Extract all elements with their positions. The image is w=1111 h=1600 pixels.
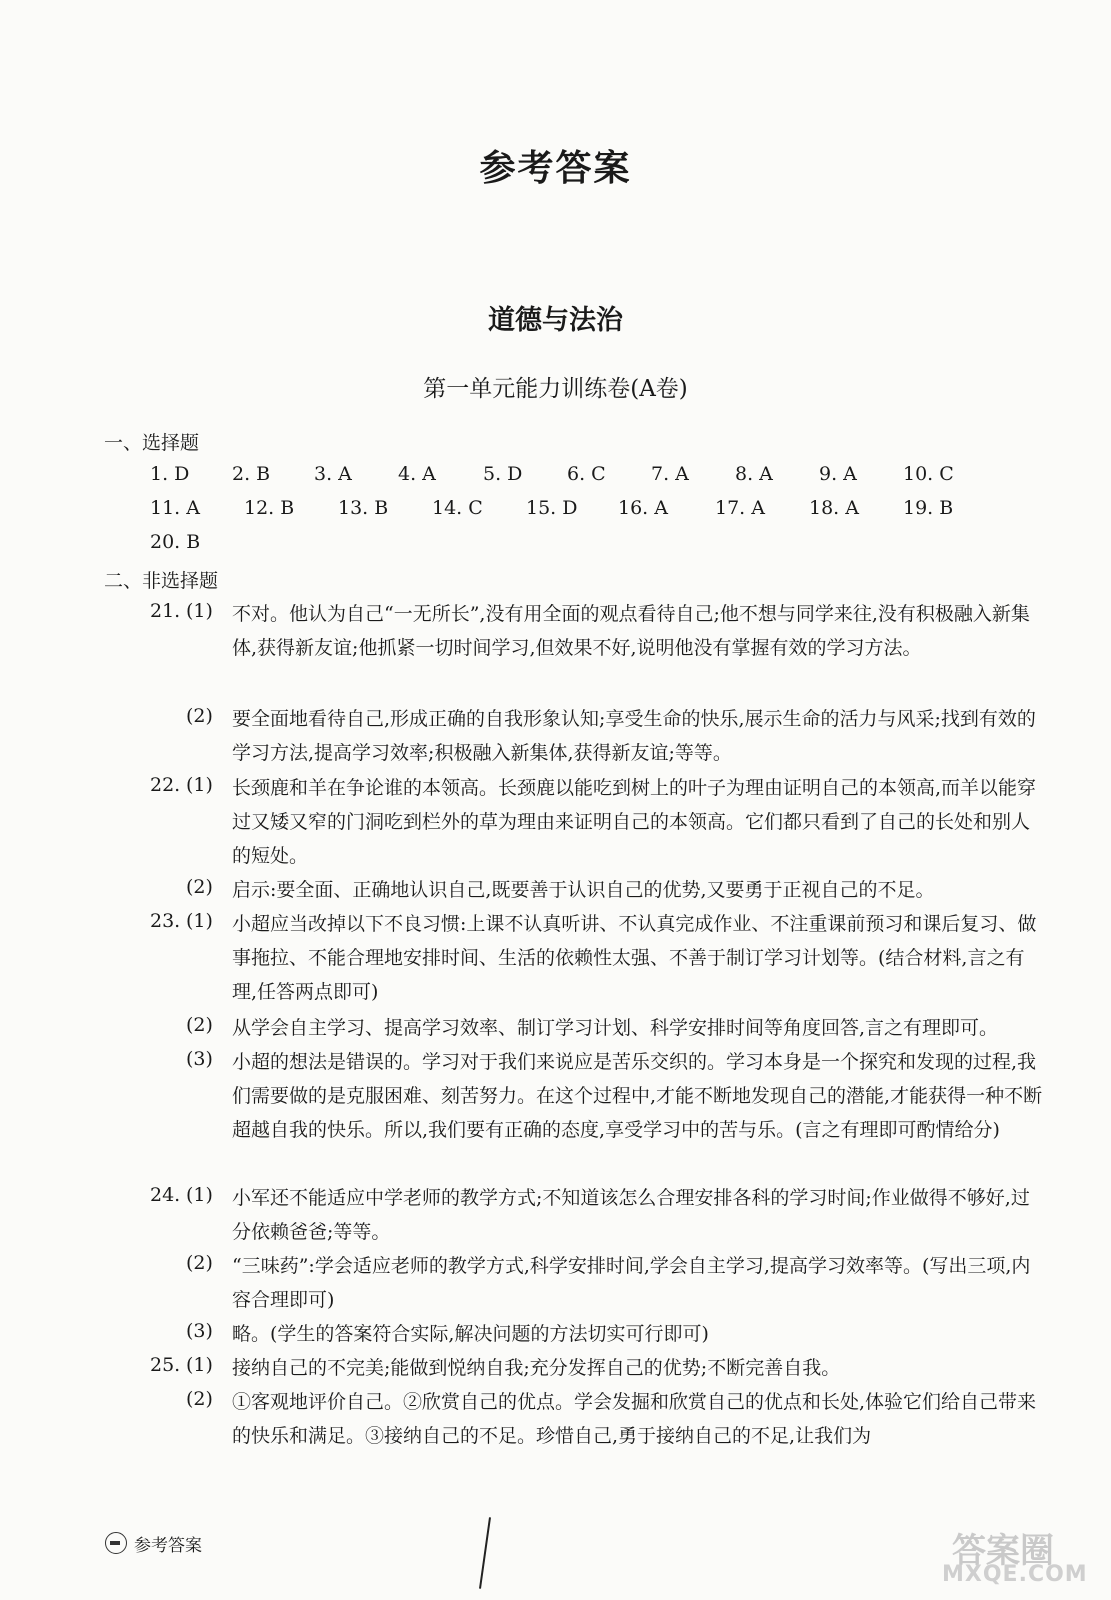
watermark-logo: 答案圈 — [952, 1531, 1054, 1571]
answer-text: 从学会自主学习、提高学习效率、制订学习计划、科学安排时间等角度回答,言之有理即可。 — [232, 1017, 999, 1039]
answer-item: 17. A — [715, 497, 765, 519]
answer-item: 6. C — [567, 463, 606, 485]
question-number: 23. — [150, 910, 181, 932]
page-title: 参考答案 — [479, 147, 632, 189]
footer-label: 参考答案 — [134, 1536, 202, 1556]
answer-item: 11. A — [150, 497, 200, 519]
answer-text: 要全面地看待自己,形成正确的自我形象认知;享受生命的快乐,展示生命的活力与风采;找到有效的学习方法,提高学习效率;积极融入新集体,获得新友谊;等等。 — [232, 708, 1036, 764]
answer-text: 启示:要全面、正确地认识自己,既要善于认识自己的优势,又要勇于正视自己的不足。 — [232, 879, 935, 901]
subquestion-label: (1) — [186, 600, 213, 622]
answer-item: 16. A — [618, 497, 668, 519]
subquestion-label: (2) — [186, 1252, 213, 1274]
subquestion-label: (3) — [186, 1320, 213, 1342]
answer-text: ①客观地评价自己。②欣赏自己的优点。学会发掘和欣赏自己的优点和长处,体验它们给自己带来的快乐和满足。③接纳自己的不足。珍惜自己,勇于接纳自己的不足,让我们为 — [232, 1391, 1037, 1447]
pen-stroke — [479, 1517, 491, 1589]
subject-heading: 道德与法治 — [488, 305, 623, 336]
answer-text: 小超应当改掉以下不良习惯:上课不认真听讲、不认真完成作业、不注重课前预习和课后复习、做事拖拉、不能合理地安排时间、生活的依赖性太强、不善于制订学习计划等。(结合材料,言之有理,任答两点即可) — [232, 913, 1037, 1003]
answer-item: 4. A — [398, 463, 436, 485]
answer-item: 3. A — [314, 463, 352, 485]
answer-item: 14. C — [432, 497, 483, 519]
answer-item: 18. A — [809, 497, 859, 519]
answer-item: 10. C — [903, 463, 954, 485]
watermark-url: MXQE.COM — [942, 1562, 1088, 1587]
subquestion-label: (1) — [186, 1354, 213, 1376]
subquestion-label: (2) — [186, 876, 213, 898]
question-number: 24. — [150, 1184, 181, 1206]
answer-item: 9. A — [819, 463, 857, 485]
answer-item: 15. D — [526, 497, 578, 519]
answer-item: 2. B — [232, 463, 271, 485]
answer-item: 7. A — [651, 463, 689, 485]
footer-book-icon — [105, 1532, 127, 1554]
answer-text: 小超的想法是错误的。学习对于我们来说应是苦乐交织的。学习本身是一个探究和发现的过程,我们需要做的是克服困难、刻苦努力。在这个过程中,才能不断地发现自己的潜能,才能获得一种不断超越自我的快乐。所以,我们要有正确的态度,享受学习中的苦与乐。(言之有理即可酌情给分) — [232, 1051, 1043, 1141]
subquestion-label: (3) — [186, 1048, 213, 1070]
answer-item: 5. D — [483, 463, 523, 485]
answer-item: 19. B — [903, 497, 954, 519]
unit-title: 第一单元能力训练卷(A卷) — [423, 376, 688, 402]
answer-text: 接纳自己的不完美;能做到悦纳自我;充分发挥自己的优势;不断完善自我。 — [232, 1357, 841, 1379]
answer-text: 不对。他认为自己“一无所长”,没有用全面的观点看待自己;他不想与同学来往,没有积极融入新集体,获得新友谊;他抓紧一切时间学习,但效果不好,说明他没有掌握有效的学习方法。 — [232, 603, 1030, 659]
question-number: 22. — [150, 774, 181, 796]
answer-item: 1. D — [150, 463, 190, 485]
answer-text: 略。(学生的答案符合实际,解决问题的方法切实可行即可) — [232, 1323, 709, 1345]
section-heading-choice: 一、选择题 — [104, 432, 200, 454]
answer-item: 8. A — [735, 463, 773, 485]
answer-text: 小军还不能适应中学老师的教学方式;不知道该怎么合理安排各科的学习时间;作业做得不够好,过分依赖爸爸;等等。 — [232, 1187, 1030, 1243]
question-number: 25. — [150, 1354, 181, 1376]
section-heading-nonchoice: 二、非选择题 — [104, 570, 219, 592]
subquestion-label: (2) — [186, 1388, 213, 1410]
question-number: 21. — [150, 600, 181, 622]
subquestion-label: (1) — [186, 774, 213, 796]
subquestion-label: (2) — [186, 1014, 213, 1036]
subquestion-label: (1) — [186, 1184, 213, 1206]
subquestion-label: (1) — [186, 910, 213, 932]
answer-text: “三味药”:学会适应老师的教学方式,科学安排时间,学会自主学习,提高学习效率等。(写出三项,内容合理即可) — [232, 1255, 1031, 1311]
answer-item: 20. B — [150, 531, 201, 553]
answer-item: 12. B — [244, 497, 295, 519]
subquestion-label: (2) — [186, 705, 213, 727]
answer-item: 13. B — [338, 497, 389, 519]
answer-text: 长颈鹿和羊在争论谁的本领高。长颈鹿以能吃到树上的叶子为理由证明自己的本领高,而羊以能穿过又矮又窄的门洞吃到栏外的草为理由来证明自己的本领高。它们都只看到了自己的长处和别人的短处。 — [232, 777, 1037, 867]
